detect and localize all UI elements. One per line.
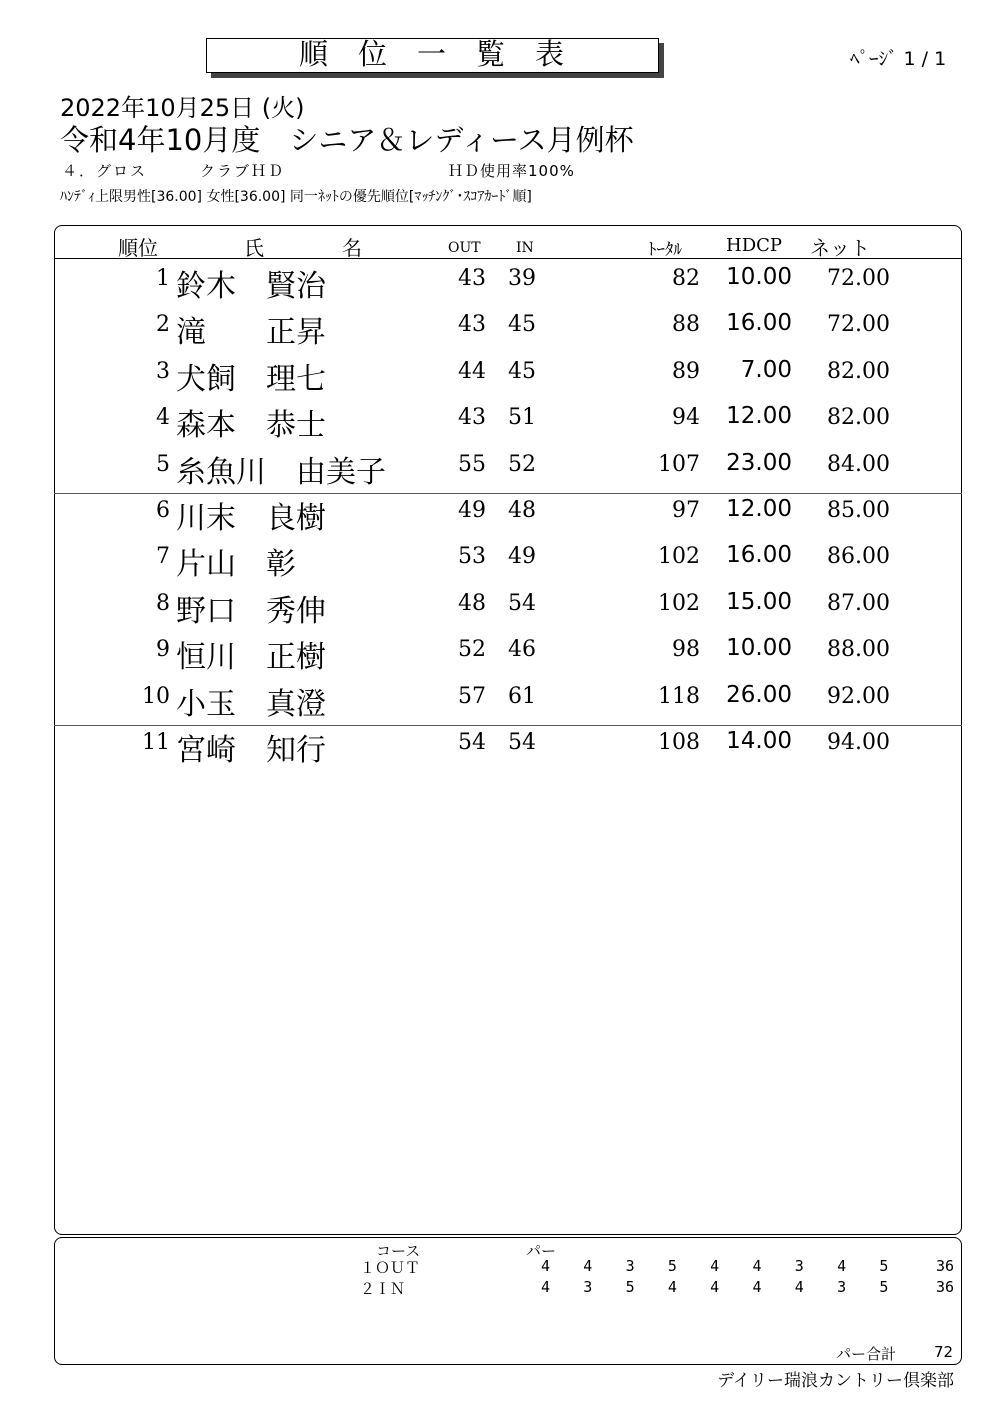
out-score: 44: [458, 358, 486, 384]
out-score: 57: [458, 683, 486, 709]
total-score: 107: [658, 451, 700, 477]
handicap-limits: ﾊﾝﾃﾞｨ上限男性[36.00] 女性[36.00] 同一ﾈｯﾄの優先順位[ﾏｯﾁﾝｸﾞ･ｽｺｱｶｰﾄﾞ順]: [60, 189, 532, 205]
hole-par: 4: [710, 1278, 720, 1296]
total-score: 94: [672, 405, 700, 431]
club-name: デイリー瑞浪カントリー倶楽部: [717, 1371, 954, 1391]
hole-par: 5: [879, 1278, 889, 1296]
total-score: 97: [672, 498, 700, 523]
out-score: 43: [458, 312, 486, 338]
out-score: 48: [458, 590, 486, 616]
hdcp-value: 12.00: [726, 496, 792, 522]
player-name: 川末 良樹: [176, 501, 326, 536]
net-score: 84.00: [827, 451, 890, 477]
net-score: 88.00: [827, 637, 890, 663]
hole-par: 5: [625, 1278, 635, 1296]
out-score: 52: [458, 637, 486, 663]
hole-par: 4: [540, 1278, 550, 1296]
hdcp-value: 23.00: [726, 449, 792, 476]
in-score: 54: [508, 730, 536, 755]
total-score: 118: [658, 683, 700, 709]
course-name: １ＯＵＴ: [360, 1259, 421, 1277]
player-name: 小玉 真澄: [176, 686, 326, 722]
player-name: 滝 正昇: [176, 315, 326, 351]
hdcp-value: 16.00: [726, 542, 792, 569]
col-out: OUT: [448, 240, 481, 256]
handicap-type: クラブＨＤ: [200, 162, 286, 180]
event-name: 令和4年10月度 シニア＆レディース月例杯: [60, 123, 634, 157]
page-title: 順位一覧表: [298, 37, 594, 71]
hdcp-value: 14.00: [726, 728, 792, 754]
hdcp-value: 7.00: [740, 356, 792, 383]
player-name: 鈴木 賢治: [176, 269, 326, 304]
col-name-given: 名: [342, 236, 362, 260]
rank-cell: 7: [156, 544, 170, 570]
rank-cell: 6: [156, 498, 170, 523]
total-score: 89: [672, 358, 700, 384]
rank-cell: 3: [156, 358, 170, 384]
net-score: 72.00: [827, 266, 890, 291]
col-total: ﾄｰﾀﾙ: [648, 240, 682, 260]
out-score: 53: [458, 544, 486, 570]
hole-par: 5: [667, 1257, 677, 1275]
hole-par: 4: [583, 1257, 593, 1275]
in-score: 52: [508, 451, 536, 477]
hdcp-value: 16.00: [726, 310, 792, 337]
out-score: 43: [458, 405, 486, 431]
out-score: 55: [458, 451, 486, 477]
in-score: 46: [508, 637, 536, 663]
event-date: 2022年10月25日 (火): [60, 94, 305, 122]
col-name-surname: 氏: [244, 236, 264, 260]
par-total-label: パー合計: [836, 1345, 897, 1363]
out-score: 43: [458, 266, 486, 291]
course-name: ２ＩＮ: [360, 1280, 406, 1298]
in-score: 45: [508, 358, 536, 384]
hole-par: 4: [837, 1257, 847, 1275]
total-score: 88: [672, 312, 700, 338]
player-name: 糸魚川 由美子: [176, 454, 386, 490]
player-name: 恒川 正樹: [176, 640, 326, 676]
in-score: 39: [508, 266, 536, 291]
hdcp-value: 26.00: [726, 681, 792, 708]
hdcp-value: 15.00: [726, 588, 792, 615]
hole-par: 4: [540, 1257, 550, 1275]
course-label: コース: [376, 1242, 421, 1260]
col-hdcp: HDCP: [726, 235, 783, 256]
out-score: 49: [458, 498, 486, 523]
in-score: 48: [508, 498, 536, 523]
in-score: 45: [508, 312, 536, 338]
player-name: 野口 秀伸: [176, 593, 326, 629]
in-score: 54: [508, 590, 536, 616]
rank-cell: 4: [156, 405, 170, 431]
hole-par: 4: [752, 1257, 762, 1275]
out-score: 54: [458, 730, 486, 755]
hdcp-value: 12.00: [726, 403, 792, 430]
format-info: ４．グロス: [62, 162, 148, 180]
hole-par: 4: [667, 1278, 677, 1296]
net-score: 82.00: [827, 405, 890, 431]
col-net: ネット: [810, 236, 870, 260]
net-score: 94.00: [827, 730, 890, 755]
total-score: 98: [672, 637, 700, 663]
hole-par: 4: [710, 1257, 720, 1275]
hole-par: 3: [794, 1257, 804, 1275]
in-score: 49: [508, 544, 536, 570]
course-par-total: 36: [935, 1257, 954, 1275]
in-score: 51: [508, 405, 536, 431]
rank-cell: 5: [156, 451, 170, 477]
hole-par: 5: [879, 1257, 889, 1275]
hdcp-value: 10.00: [726, 264, 792, 290]
par-label: パー: [526, 1242, 557, 1260]
rank-cell: 8: [156, 590, 170, 616]
header-divider: [54, 258, 962, 259]
rank-cell: 10: [142, 683, 170, 709]
player-name: 森本 恭士: [176, 408, 326, 444]
course-par-total: 36: [935, 1278, 954, 1296]
total-score: 108: [658, 730, 700, 755]
rank-cell: 2: [156, 312, 170, 338]
net-score: 86.00: [827, 544, 890, 570]
rank-cell: 1: [156, 266, 170, 291]
total-score: 102: [658, 544, 700, 570]
net-score: 82.00: [827, 358, 890, 384]
col-in: IN: [516, 240, 534, 256]
hole-par: 3: [583, 1278, 593, 1296]
net-score: 92.00: [827, 683, 890, 709]
rank-cell: 9: [156, 637, 170, 663]
player-name: 宮崎 知行: [176, 733, 326, 768]
total-score: 102: [658, 590, 700, 616]
par-total-value: 72: [934, 1343, 954, 1361]
col-rank: 順位: [118, 236, 158, 260]
rank-cell: 11: [142, 730, 170, 755]
hdcp-value: 10.00: [726, 635, 792, 662]
hole-par: 4: [794, 1278, 804, 1296]
player-name: 犬飼 理七: [176, 361, 326, 397]
hole-par: 3: [837, 1278, 847, 1296]
net-score: 72.00: [827, 312, 890, 338]
in-score: 61: [508, 683, 536, 709]
net-score: 85.00: [827, 498, 890, 523]
page-number: ﾍﾟｰｼﾞ 1 / 1: [850, 48, 947, 70]
net-score: 87.00: [827, 590, 890, 616]
hole-par: 4: [752, 1278, 762, 1296]
player-name: 片山 彰: [176, 547, 296, 583]
total-score: 82: [672, 266, 700, 291]
handicap-rate: ＨＤ使用率100%: [448, 162, 575, 180]
hole-par: 3: [625, 1257, 635, 1275]
